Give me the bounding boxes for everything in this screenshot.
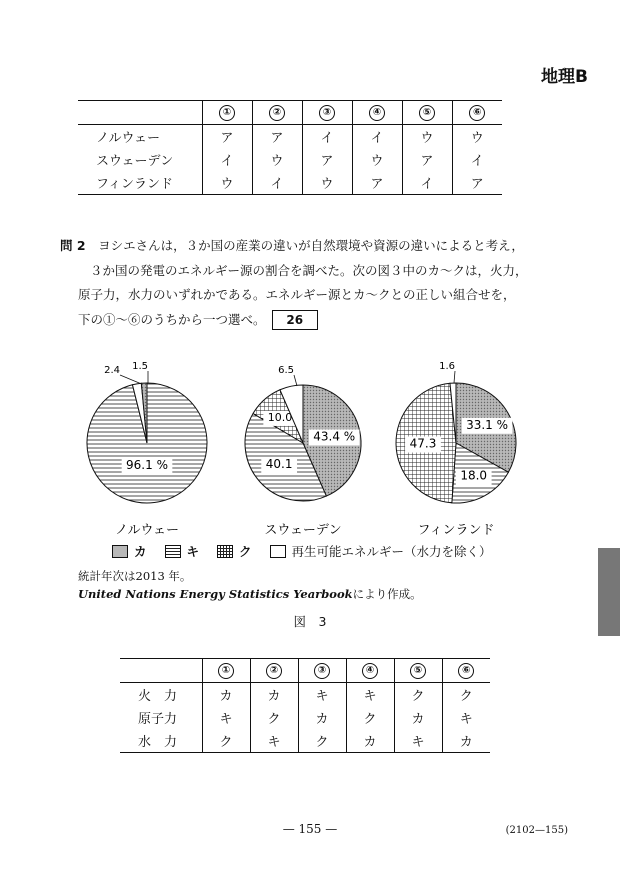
cell: ウ — [252, 148, 302, 171]
table-row — [120, 683, 490, 707]
legend-label-renewable: 再生可能エネルギー（水力を除く） — [291, 544, 492, 559]
legend-swatch-ku — [217, 545, 233, 558]
data-label: 33.1 % — [466, 417, 509, 432]
cell: カ — [250, 683, 298, 707]
choice-1: ① — [219, 105, 235, 121]
country-label-finland: フィンランド — [417, 523, 495, 538]
data-label: 2.4 — [104, 365, 120, 376]
row-label: 原子力 — [138, 712, 178, 727]
cell: カ — [298, 706, 346, 729]
cell: イ — [352, 125, 402, 149]
table-header-row — [120, 659, 490, 683]
page-number: — 155 — — [282, 822, 338, 836]
chart-legend — [112, 542, 492, 560]
cell: カ — [442, 729, 490, 753]
data-label: 47.3 — [409, 436, 437, 451]
choice-4: ④ — [362, 663, 378, 679]
cell: ウ — [402, 125, 452, 149]
choice-4: ④ — [369, 105, 385, 121]
cell: ア — [452, 171, 502, 195]
leader-line — [120, 375, 144, 385]
question-line-1 — [60, 234, 560, 259]
choice-3: ③ — [319, 105, 335, 121]
choice-5: ⑤ — [419, 105, 435, 121]
cell: ア — [402, 148, 452, 171]
cell: ア — [352, 171, 402, 195]
leader-line — [294, 375, 297, 386]
data-label: 1.6 — [439, 361, 455, 372]
country-label-sweden: スウェーデン — [264, 523, 342, 538]
cell: キ — [298, 683, 346, 707]
table-row — [78, 171, 502, 195]
cell: イ — [202, 148, 252, 171]
cell: キ — [442, 706, 490, 729]
note-source — [78, 586, 422, 602]
cell: イ — [452, 148, 502, 171]
row-label: 水 力 — [138, 735, 178, 750]
cell: イ — [402, 171, 452, 195]
cell: ウ — [202, 171, 252, 195]
cell: キ — [250, 729, 298, 753]
row-label: スウェーデン — [96, 154, 174, 169]
data-label: 96.1 % — [126, 458, 168, 472]
choice-2: ② — [266, 663, 282, 679]
cell: ク — [202, 729, 250, 753]
cell: カ — [394, 706, 442, 729]
table-row — [78, 125, 502, 149]
country-label-norway: ノルウェー — [115, 523, 179, 538]
row-label: フィンランド — [96, 177, 173, 192]
cell: ク — [394, 683, 442, 707]
side-tab-marker — [598, 548, 620, 636]
answer-number-box: 26 — [272, 310, 318, 330]
cell: イ — [302, 125, 352, 149]
cell: ア — [202, 125, 252, 149]
page-code: (2102—155) — [505, 825, 568, 836]
table-header-row — [78, 101, 502, 125]
cell: ク — [442, 683, 490, 707]
legend-label-ki: キ — [186, 544, 200, 559]
legend-swatch-ka — [112, 545, 128, 558]
answer-table-1 — [78, 100, 502, 195]
leader-line — [454, 371, 455, 383]
question-line-4 — [60, 308, 560, 333]
cell: ウ — [352, 148, 402, 171]
cell: キ — [394, 729, 442, 753]
figure-label: 図 3 — [293, 614, 327, 629]
row-label: ノルウェー — [96, 131, 160, 146]
table-row — [120, 729, 490, 753]
choice-1: ① — [218, 663, 234, 679]
question-block — [60, 234, 560, 332]
legend-label-ku: ク — [239, 544, 252, 559]
choice-6: ⑥ — [458, 663, 474, 679]
table-row — [78, 148, 502, 171]
subject-title: 地理B — [541, 67, 588, 87]
row-label: 火 力 — [138, 689, 178, 704]
choice-5: ⑤ — [410, 663, 426, 679]
cell: ア — [302, 148, 352, 171]
data-label: 40.1 — [265, 457, 293, 472]
table-row — [120, 706, 490, 729]
legend-label-ka: カ — [134, 544, 147, 559]
cell: キ — [346, 683, 394, 707]
note-year: 統計年次は2013 年。 — [78, 569, 192, 583]
source-title: United Nations Energy Statistics Yearbook — [78, 587, 353, 601]
data-label: 10.0 — [267, 410, 293, 424]
cell: ク — [298, 729, 346, 753]
cell: ク — [346, 706, 394, 729]
data-label: 18.0 — [460, 468, 488, 483]
cell: ク — [250, 706, 298, 729]
cell: イ — [252, 171, 302, 195]
data-label: 43.4 % — [313, 429, 356, 444]
cell: キ — [202, 706, 250, 729]
data-label: 1.5 — [132, 361, 148, 372]
cell: ウ — [302, 171, 352, 195]
question-line-3: 原子力，水力のいずれかである。エネルギー源とカ～クとの正しい組合せを， — [78, 287, 516, 302]
choice-3: ③ — [314, 663, 330, 679]
question-label: 問 2 — [60, 238, 86, 253]
question-line-2: ３か国の発電のエネルギー源の割合を調べた。次の図３中のカ～クは，火力， — [90, 262, 528, 278]
cell: ア — [252, 125, 302, 149]
pie-charts — [0, 350, 620, 540]
legend-swatch-renewable — [270, 545, 286, 558]
legend-swatch-ki — [165, 545, 181, 558]
cell: カ — [346, 729, 394, 753]
question-text: 下の①～⑥のうちから一つ選べ。 — [78, 311, 260, 327]
choice-2: ② — [269, 105, 285, 121]
answer-table-2 — [120, 658, 490, 753]
question-text: ヨシエさんは，３か国の産業の違いが自然環境や資源の違いによると考え， — [98, 238, 524, 253]
source-suffix: により作成。 — [352, 587, 422, 601]
choice-6: ⑥ — [469, 105, 485, 121]
data-label: 6.5 — [278, 365, 294, 376]
cell: カ — [202, 683, 250, 707]
cell: ウ — [452, 125, 502, 149]
